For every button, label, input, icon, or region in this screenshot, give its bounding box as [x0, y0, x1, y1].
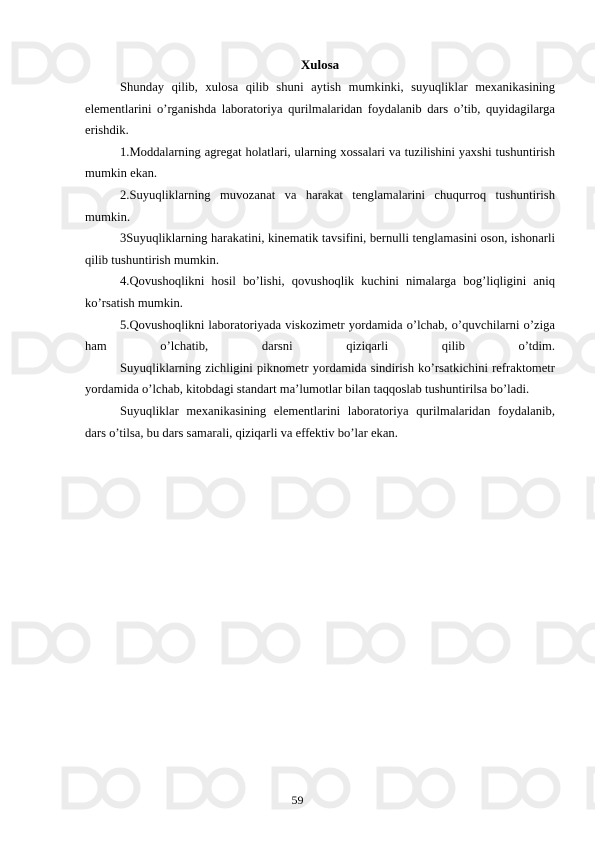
watermark-letter-o: [103, 481, 137, 515]
watermark-letter-d: [225, 625, 261, 661]
paragraph-intro: Shunday qilib, xulosa qilib shuni aytish mumkinki, suyuqliklar mexanikasining elementlarini o’rganishda laboratoriya qurilmalaridan foydalanib dars o’tib, quyidagilarga erishdik.: [85, 80, 555, 138]
watermark-letter-o: [578, 336, 595, 370]
watermark-letter-d: [15, 625, 51, 661]
watermark-letter-d: [120, 625, 156, 661]
paragraph-point-3: 3Suyuqliklarning harakatini, kinematik tavsifini, bernulli tenglamasini oson, ishonarli qilib tushuntirish mumkin.: [85, 231, 555, 267]
watermark-letter-d: [170, 480, 206, 516]
watermark-letter-d: [15, 45, 51, 81]
watermark-letter-o: [313, 481, 347, 515]
watermark-letter-d: [590, 190, 595, 226]
watermark-letter-o: [263, 626, 297, 660]
watermark-letter-d: [540, 625, 576, 661]
paragraph-point-5: 5.Qovushoqlikni laboratoriyada viskozimetr yordamida o’lchab, o’quvchilarni o’ziga ham o’lchatib, darsni qiziqarli qilib o’tdim.: [85, 317, 555, 354]
watermark-letter-d: [330, 625, 366, 661]
watermark-letter-o: [158, 626, 192, 660]
watermark-letter-d: [380, 480, 416, 516]
watermark-letter-o: [473, 626, 507, 660]
paragraph-point-2: 2.Suyuqliklarning muvozanat va harakat tenglamalarini chuqurroq tushuntirish mumkin.: [85, 187, 555, 224]
watermark-letter-o: [208, 481, 242, 515]
watermark-letter-o: [418, 481, 452, 515]
watermark-letter-o: [523, 481, 557, 515]
watermark-letter-d: [435, 625, 471, 661]
page-number: 59: [291, 793, 304, 807]
paragraph-point-1: 1.Moddalarning agregat holatlari, ularning xossalari va tuzilishini yaxshi tushuntirish mumkin ekan.: [85, 144, 555, 181]
paragraph-density: Suyuqliklarning zichligini piknometr yordamida sindirish ko’rsatkichini refraktometr yordamida o’lchab, kitobdagi standart ma’lumotlar bilan taqqoslab tushuntirilsa bo’ladi.: [85, 360, 555, 397]
watermark-letter-o: [53, 46, 87, 80]
watermark-letter-o: [578, 626, 595, 660]
paragraph-conclusion: Suyuqliklar mexanikasining elementlarini laboratoriya qurilmalaridan foydalanib, dars o’tilsa, bu dars samarali, qiziqarli va effektiv bo’lar ekan.: [85, 403, 555, 440]
page-title: Xulosa: [300, 57, 340, 72]
watermark-letter-o: [53, 626, 87, 660]
watermark-letter-o: [578, 46, 595, 80]
document-page: [85, 56, 555, 444]
paragraph-point-4: 4.Qovushoqlikni hosil bo’lishi, qovushoqlik kuchini nimalarga bog’liqligini aniq ko’rsatish mumkin.: [85, 274, 555, 310]
watermark-letter-d: [15, 335, 51, 371]
watermark-letter-d: [485, 480, 521, 516]
watermark-letter-o: [53, 336, 87, 370]
watermark-letter-d: [65, 480, 101, 516]
watermark-letter-d: [590, 480, 595, 516]
watermark-letter-d: [275, 480, 311, 516]
watermark-letter-o: [368, 626, 402, 660]
